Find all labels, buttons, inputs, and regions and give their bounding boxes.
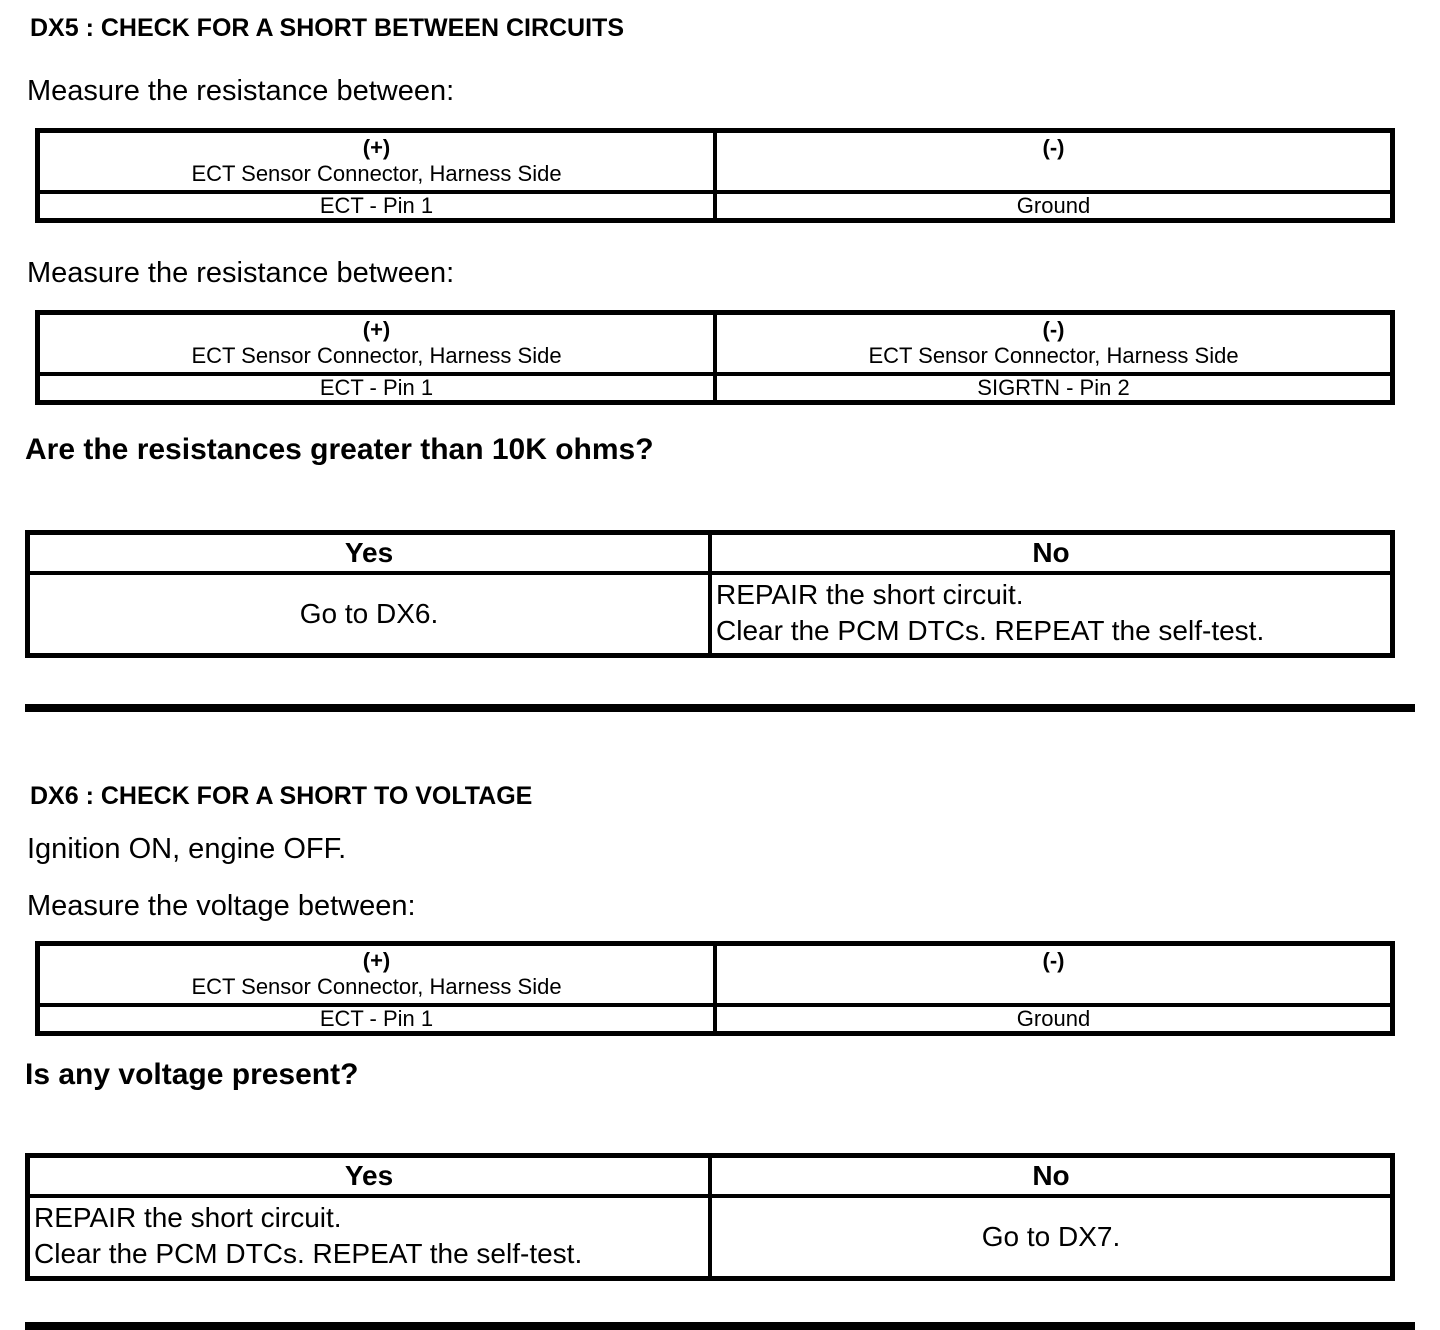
no-action-line: Clear the PCM DTCs. REPEAT the self-test. — [716, 615, 1265, 646]
no-action-cell — [710, 1196, 1393, 1279]
yes-header-cell: Yes — [28, 1156, 711, 1197]
plus-sign-label: (+) — [362, 948, 391, 973]
plus-point-cell: ECT - Pin 1 — [38, 1005, 716, 1034]
plus-point-cell: ECT - Pin 1 — [38, 374, 716, 403]
minus-point-cell: Ground — [715, 1005, 1393, 1034]
dx6-decision-table — [25, 1153, 1395, 1281]
dx6-question: Is any voltage present? — [25, 1058, 359, 1091]
dx5-question: Are the resistances greater than 10K ohms? — [25, 433, 654, 466]
plus-location-label: ECT Sensor Connector, Harness Side — [191, 161, 562, 186]
no-action-line: REPAIR the short circuit. — [716, 579, 1024, 610]
dx5-instruction-2: Measure the resistance between: — [27, 257, 455, 289]
decision-body-row — [28, 573, 1393, 656]
minus-sign-label: (-) — [1042, 135, 1065, 160]
minus-header-cell — [715, 944, 1393, 1006]
yes-action-line: Clear the PCM DTCs. REPEAT the self-test. — [34, 1238, 583, 1269]
dx6-measurement-table — [35, 941, 1395, 1036]
no-header-cell: No — [710, 1156, 1393, 1197]
section-divider — [25, 704, 1415, 712]
decision-body-row — [28, 1196, 1393, 1279]
no-header-cell: No — [710, 533, 1393, 574]
no-action-line: Go to DX7. — [981, 1221, 1121, 1252]
section-dx6 — [0, 781, 1440, 1281]
dx5-section-title: DX5 : CHECK FOR A SHORT BETWEEN CIRCUITS — [30, 14, 624, 42]
plus-location-label: ECT Sensor Connector, Harness Side — [191, 343, 562, 368]
table-value-row — [38, 374, 1393, 403]
decision-header-row — [28, 1156, 1393, 1197]
minus-location-label — [725, 161, 1382, 187]
minus-point-cell: SIGRTN - Pin 2 — [715, 374, 1393, 403]
minus-point-cell: Ground — [715, 192, 1393, 221]
dx5-decision-table — [25, 530, 1395, 658]
yes-action-cell — [28, 1196, 711, 1279]
dx5-measurement-table-1 — [35, 128, 1395, 223]
table-header-row — [38, 944, 1393, 1006]
plus-header-cell — [38, 944, 716, 1006]
plus-location-label: ECT Sensor Connector, Harness Side — [191, 974, 562, 999]
table-value-row — [38, 1005, 1393, 1034]
plus-sign-label: (+) — [362, 317, 391, 342]
yes-action-line: REPAIR the short circuit. — [34, 1202, 342, 1233]
dx6-precondition: Ignition ON, engine OFF. — [27, 833, 347, 865]
section-dx5 — [0, 13, 1440, 658]
no-action-cell — [710, 573, 1393, 656]
minus-sign-label: (-) — [1042, 948, 1065, 973]
dx6-section-title: DX6 : CHECK FOR A SHORT TO VOLTAGE — [30, 782, 533, 810]
yes-header-cell: Yes — [28, 533, 711, 574]
plus-header-cell — [38, 131, 716, 193]
page-bottom-divider — [25, 1322, 1415, 1330]
plus-sign-label: (+) — [362, 135, 391, 160]
plus-header-cell — [38, 313, 716, 375]
dx5-instruction-1: Measure the resistance between: — [27, 75, 455, 107]
yes-action-cell — [28, 573, 711, 656]
minus-location-label — [725, 974, 1382, 1000]
minus-header-cell — [715, 131, 1393, 193]
table-header-row — [38, 313, 1393, 375]
minus-sign-label: (-) — [1042, 317, 1065, 342]
minus-location-label: ECT Sensor Connector, Harness Side — [868, 343, 1239, 368]
minus-header-cell — [715, 313, 1393, 375]
table-header-row — [38, 131, 1393, 193]
table-value-row — [38, 192, 1393, 221]
decision-header-row — [28, 533, 1393, 574]
dx5-measurement-table-2 — [35, 310, 1395, 405]
dx6-instruction: Measure the voltage between: — [27, 890, 416, 922]
plus-point-cell: ECT - Pin 1 — [38, 192, 716, 221]
yes-action-line: Go to DX6. — [299, 598, 439, 629]
